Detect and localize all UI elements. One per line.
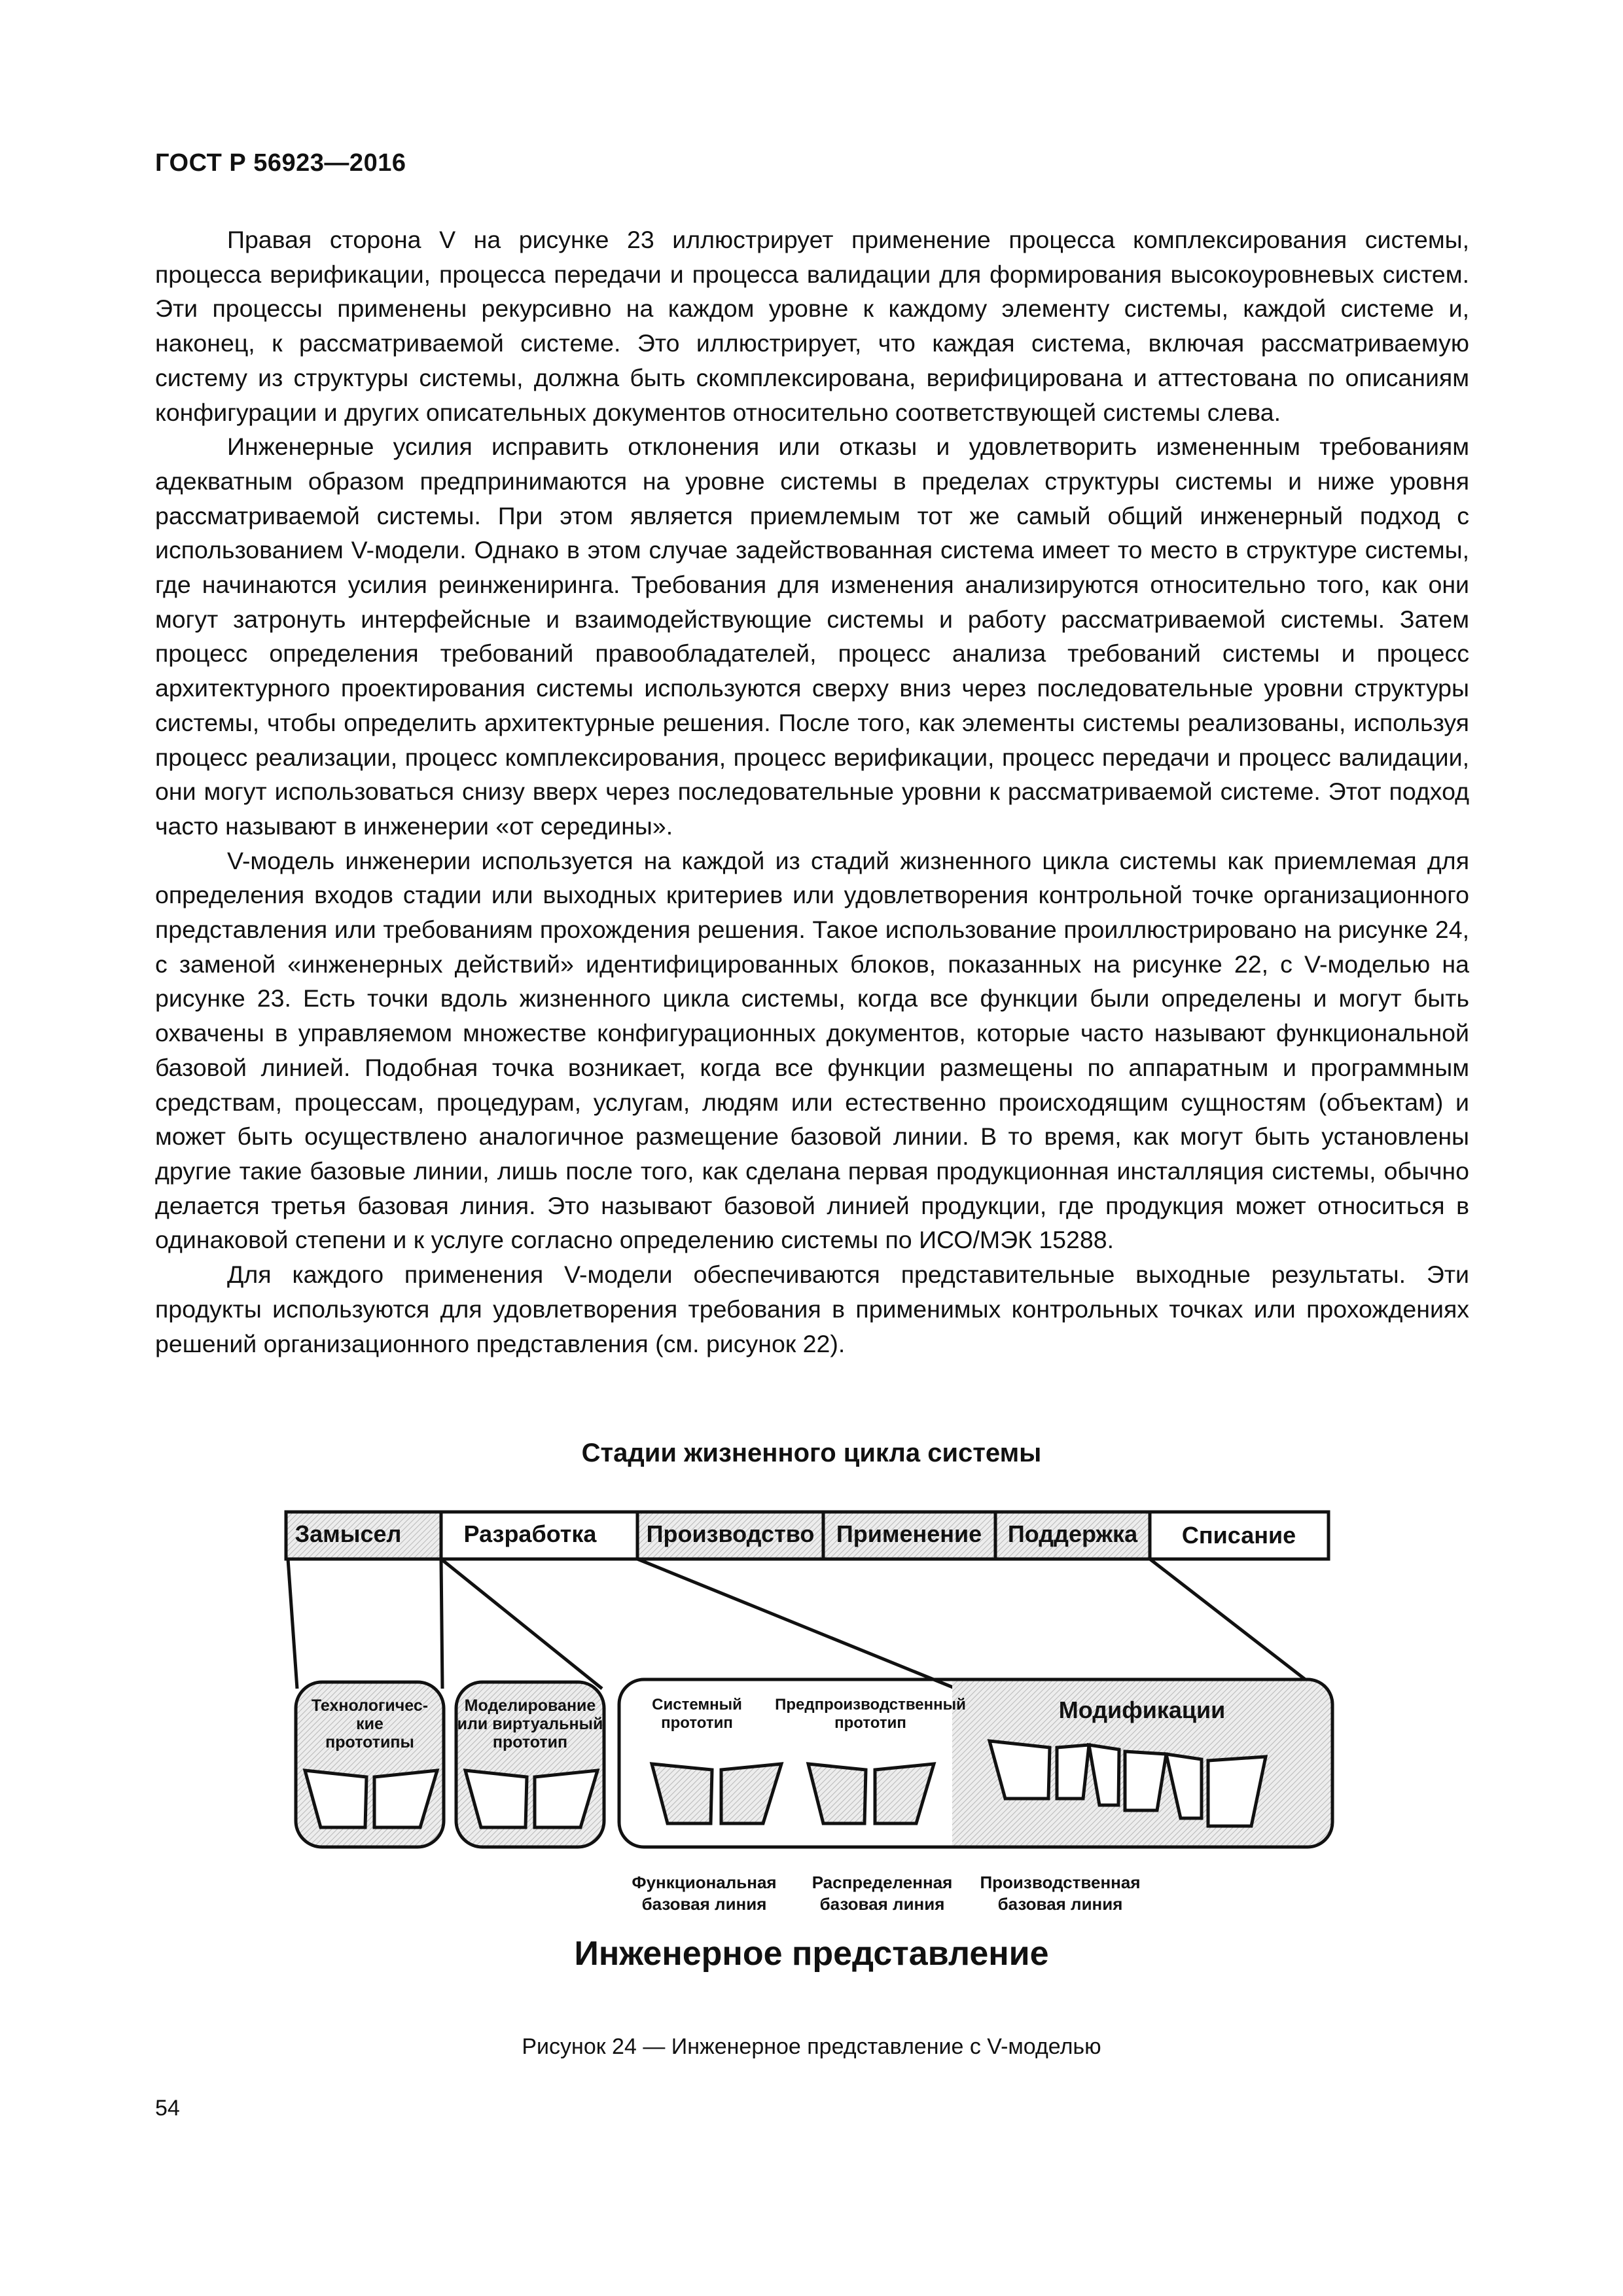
figure-caption: Рисунок 24 — Инженерное представление с V-моделью (522, 2034, 1101, 2059)
stage-label: Поддержка (1007, 1520, 1138, 1547)
stage-label: Замысел (294, 1520, 402, 1547)
stage-label: Производство (646, 1520, 815, 1547)
stage-strip (286, 1512, 1329, 1559)
baseline-label: базовая линия (997, 1894, 1123, 1914)
connector-lines (288, 1559, 1315, 1689)
stage-label: Списание (1181, 1522, 1296, 1549)
box-label: прототип (661, 1714, 733, 1732)
paragraph: Для каждого применения V-модели обеспечиваются представительные выходные результаты. Эти продукты используются для удовлетворения требования в применимых контрольных точках или прохождениях решений организационного представления (см. рисунок 22). (155, 1261, 1469, 1357)
baseline-label: Функциональная (632, 1873, 777, 1892)
box-label: Предпроизводственный (775, 1696, 966, 1713)
technology-prototypes-box (296, 1682, 444, 1847)
baseline-label: базовая линия (819, 1894, 945, 1914)
page-number: 54 (155, 2096, 180, 2121)
box-label: Технологичес- (311, 1696, 429, 1715)
box-label: или виртуальный (457, 1715, 603, 1733)
baseline-labels (632, 1873, 1140, 1914)
paragraph: Правая сторона V на рисунке 23 иллюстрирует применение процесса комплексирования системы, процесса верификации, процесса передачи и процесса валидации для формирования высокоуровневых систем. Эти процессы применены рекурсивно на каждом уровне к каждому элементу системы, каждой системе и, наконец, к рассматриваемой системе. Это иллюстрирует, что каждая система, включая рассматриваемую систему из структуры системы, должна быть скомплексирована, верифицирована и аттестована по описаниям конфигурации и других описательных документов относительно соответствующей системы слева. (155, 226, 1469, 426)
modifications-label: Модификации (1058, 1696, 1226, 1723)
stage-label: Применение (836, 1520, 982, 1547)
paragraph: Инженерные усилия исправить отклонения или отказы и удовлетворить измененным требованиям адекватным образом предпринимаются на уровне системы в пределах структуры системы и ниже уровня рассматриваемой системы. При этом является приемлемым тот же самый общий инженерный подход с использованием V-модели. Однако в этом случае задействованная система имеет то место в структуре системы, где начинаются усилия реинжениринга. Требования для изменения анализируются относительно того, как они могут затронуть интерфейсные и взаимодействующие системы и работу рассматриваемой системы. Затем процесс определения требований правообладателей, процесс анализа требований системы и процесс архитектурного проектирования системы используются сверху вниз через последовательные уровни структуры системы, чтобы определить архитектурные решения. После того, как элементы системы реализованы, используя процесс реализации, процесс комплексирования, процесс верификации, процесс передачи и процесс валидации, они могут использоваться снизу вверх через последовательные уровни к рассматриваемой системе. Этот подход часто называют в инженерии «от середины». (155, 433, 1469, 840)
v-model-icon (808, 1764, 934, 1823)
stage-label: Разработка (463, 1520, 597, 1547)
production-modifications-box (619, 1679, 1332, 1847)
box-label: Системный (652, 1696, 742, 1713)
box-label: прототип (834, 1714, 906, 1732)
figure-bottom-title: Инженерное представление (574, 1935, 1049, 1973)
baseline-label: базовая линия (641, 1894, 767, 1914)
box-label: кие (356, 1715, 383, 1733)
box-label: Моделирование (464, 1696, 596, 1715)
virtual-prototype-box (456, 1682, 604, 1847)
paragraph: V-модель инженерии используется на каждой из стадий жизненного цикла системы как приемлемая для определения входов стадии или выходных критериев или удовлетворения контрольной точке организационного представления или требованиям прохождения решения. Такое использование проиллюстрировано на рисунке 24, с заменой «инженерных действий» идентифицированных блоков, показанных на рисунке 22, с V-моделью на рисунке 23. Есть точки вдоль жизненного цикла системы, когда все функции были определены и могут быть охвачены в управляемом множестве конфигурационных документов, которые часто называют функциональной базовой линией. Подобная точка возникает, когда все функции размещены по аппаратным и программным средствам, процессам, процедурам, услугам, людям или естественно происходящим сущностям (объектам) и может быть осуществлено аналогичное размещение базовой линии. В то время, как могут быть установлены другие такие базовые линии, лишь после того, как сделана первая продукционная инсталляция системы, обычно делается третья базовая линия. Это называют базовой линией продукции, где продукция может относиться в одинаковой степени и к услуге согласно определению системы по ИСО/МЭК 15288. (155, 846, 1469, 1254)
v-model-icon (652, 1764, 781, 1823)
figure-title: Стадии жизненного цикла системы (581, 1439, 1042, 1467)
baseline-label: Распределенная (812, 1873, 953, 1892)
baseline-label: Производственная (980, 1873, 1141, 1892)
box-label: прототип (492, 1733, 568, 1751)
document-header: ГОСТ Р 56923—2016 (155, 149, 406, 177)
box-label: прототипы (325, 1733, 414, 1751)
